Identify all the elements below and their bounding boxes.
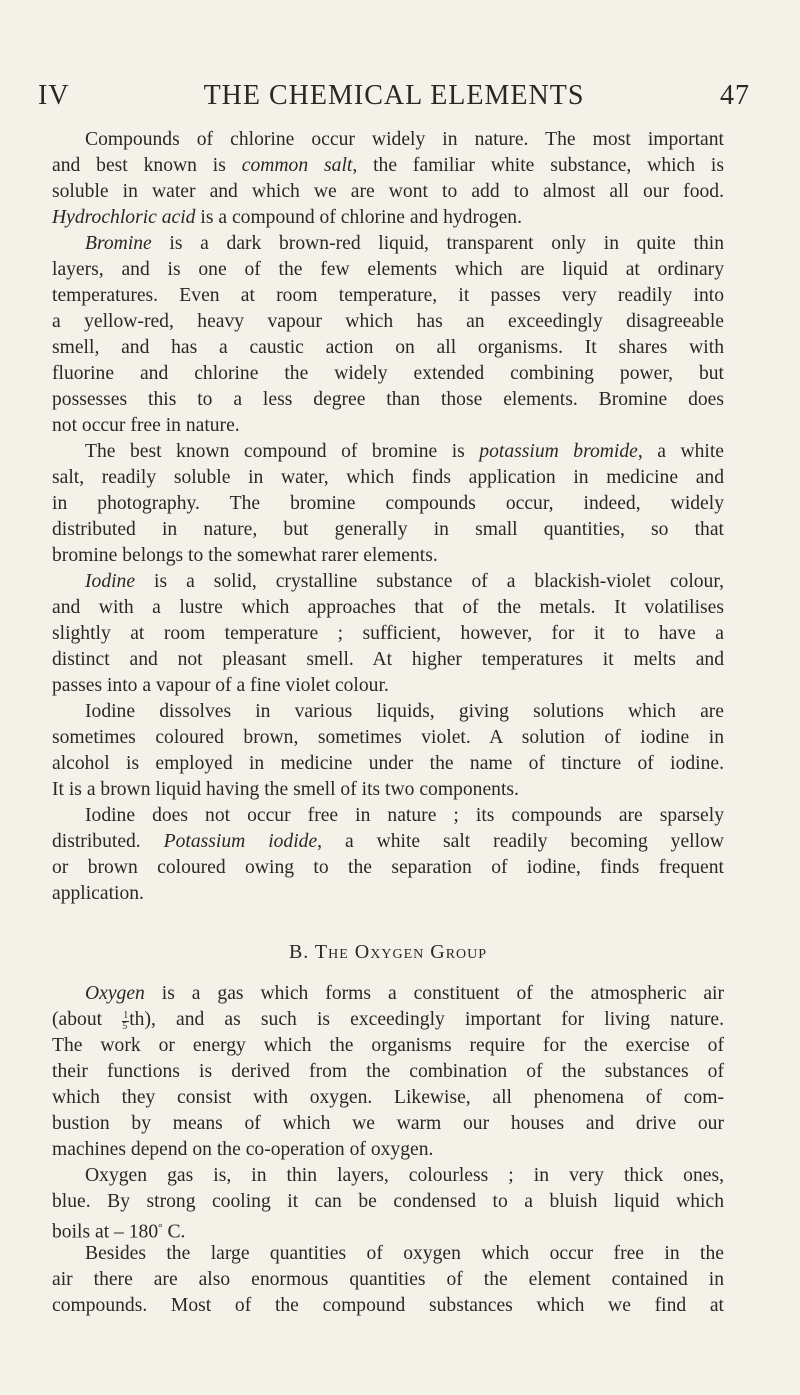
text-run: is a gas which forms a constituent of the atmospheric air [144,983,724,1004]
text-run: not occur free in nature. [52,415,240,436]
italic-term: common salt [241,155,353,176]
text-line [52,283,724,309]
text-line [52,439,724,465]
text-line [52,335,724,361]
text-run: smell, and has a caustic action on all organisms. It shares with [52,337,724,358]
paragraph [52,981,724,1163]
paragraph [52,439,724,569]
text-run: passes into a vapour of a fine violet colour. [52,675,389,696]
text-run: bustion by means of which we warm our houses and drive our [52,1113,724,1134]
text-run: blue. By strong cooling it can be condensed to a bluish liquid which [52,1191,724,1212]
text-run: Besides the large quantities of oxygen which occur free in the [85,1243,724,1264]
text-line [52,387,724,413]
text-line [52,1163,724,1189]
running-header [38,80,750,124]
paragraph [52,699,724,803]
text-line [52,361,724,387]
text-line [52,1241,724,1267]
text-run: distributed. [52,831,164,852]
text-line [52,413,724,439]
text-line [52,829,724,855]
paragraph [52,231,724,439]
text-run: , the familiar white substance, which is [352,155,724,176]
text-line [52,1293,724,1319]
text-line [52,1007,724,1033]
text-line [52,881,724,907]
text-run: th), and as such is exceedingly important for living nature. [129,1009,724,1030]
text-run: bromine belongs to the somewhat rarer elements. [52,545,438,566]
text-line [52,1059,724,1085]
paragraph [52,1241,724,1319]
paragraph [52,127,724,231]
text-line [52,803,724,829]
text-line [52,153,724,179]
text-run: is a solid, crystalline substance of a blackish-violet colour, [135,571,724,592]
text-run: and with a lustre which approaches that of the metals. It volatilises [52,597,724,618]
text-run: , a white [637,441,724,462]
text-run: Iodine does not occur free in nature ; its compounds are sparsely [85,805,724,826]
text-run: boils at – 180 [52,1221,159,1243]
text-line [52,855,724,881]
text-run: temperatures. Even at room temperature, it passes very readily into [52,285,724,306]
text-line [52,465,724,491]
text-line [52,647,724,673]
text-run: a yellow-red, heavy vapour which has an exceedingly disagreeable [52,311,724,332]
text-run: is a dark brown-red liquid, transparent only in quite thin [151,233,724,254]
text-run: distributed in nature, but generally in small quantities, so that [52,519,724,540]
italic-term: Oxygen [85,983,145,1004]
text-run: layers, and is one of the few elements which are liquid at ordinary [52,259,724,280]
text-line [52,699,724,725]
paragraph [52,1163,724,1241]
text-line [52,569,724,595]
text-run: compounds. Most of the compound substances which we find at [52,1295,724,1316]
text-run: is a compound of chlorine and hydrogen. [195,207,522,228]
paragraph [52,803,724,907]
fraction-denominator: 5 [122,1020,128,1032]
text-run: The work or energy which the organisms require for the exercise of [52,1035,724,1056]
text-line [52,751,724,777]
text-line [52,981,724,1007]
running-title: THE CHEMICAL ELEMENTS [203,80,585,111]
text-line [52,491,724,517]
text-line [52,309,724,335]
text-run: fluorine and chlorine the widely extended combining power, but [52,363,724,384]
degree-sign: ° [158,1222,163,1234]
text-run: machines depend on the co-operation of oxygen. [52,1139,434,1160]
text-line [52,517,724,543]
text-line [52,673,724,699]
text-run: and best known is [52,155,242,176]
italic-term: Bromine [85,233,152,254]
text-line [52,725,724,751]
spacer [52,967,724,981]
text-run: Oxygen gas is, in thin layers, colourless ; in very thick ones, [85,1165,724,1186]
text-line [52,127,724,153]
text-run: in photography. The bromine compounds occur, indeed, widely [52,493,724,514]
text-line [52,543,724,569]
section-heading: B. The Oxygen Group [288,941,488,963]
text-line [52,179,724,205]
italic-term: Hydrochloric acid [52,207,196,228]
text-line [52,1215,724,1241]
text-run: Compounds of chlorine occur widely in nature. The most important [85,129,724,150]
page-number: 47 [720,80,750,111]
paragraph [52,569,724,699]
text-run: distinct and not pleasant smell. At higher temperatures it melts and [52,649,724,670]
text-line [52,1267,724,1293]
text-run: slightly at room temperature ; sufficient, however, for it to have a [52,623,724,644]
text-run: Iodine dissolves in various liquids, giving solutions which are [85,701,724,722]
text-run: or brown coloured owing to the separation of iodine, finds frequent [52,857,724,878]
chapter-number: IV [38,80,70,111]
text-run: C. [162,1221,186,1243]
text-line [52,777,724,803]
text-run: The best known compound of bromine is [85,441,480,462]
italic-term: Iodine [85,571,136,592]
text-line [52,595,724,621]
text-line [52,621,724,647]
fraction-numerator: 1 [123,1009,129,1021]
text-run: alcohol is employed in medicine under the name of tincture of iodine. [52,753,724,774]
text-line [52,1189,724,1215]
text-run: which they consist with oxygen. Likewise, all phenomena of com- [52,1087,724,1108]
text-run: It is a brown liquid having the smell of its two components. [52,779,519,800]
text-line [52,1137,724,1163]
text-line [52,231,724,257]
text-run: soluble in water and which we are wont to add to almost all our food. [52,181,724,202]
spacer [52,907,724,937]
text-line [52,1033,724,1059]
text-run: (about [52,1009,123,1030]
text-run: sometimes coloured brown, sometimes violet. A solution of iodine in [52,727,724,748]
text-run: , a white salt readily becoming yellow [317,831,724,852]
italic-term: potassium bromide [479,441,638,462]
italic-term: Potassium iodide [163,831,318,852]
text-run: their functions is derived from the combination of the substances of [52,1061,724,1082]
text-line [52,1111,724,1137]
text-run: application. [52,883,144,904]
text-run: possesses this to a less degree than those elements. Bromine does [52,389,724,410]
text-line [52,1085,724,1111]
text-line [52,205,724,231]
body-text [52,127,724,1319]
text-run: salt, readily soluble in water, which finds application in medicine and [52,467,724,488]
text-run: air there are also enormous quantities of the element contained in [52,1269,724,1290]
text-line [52,257,724,283]
